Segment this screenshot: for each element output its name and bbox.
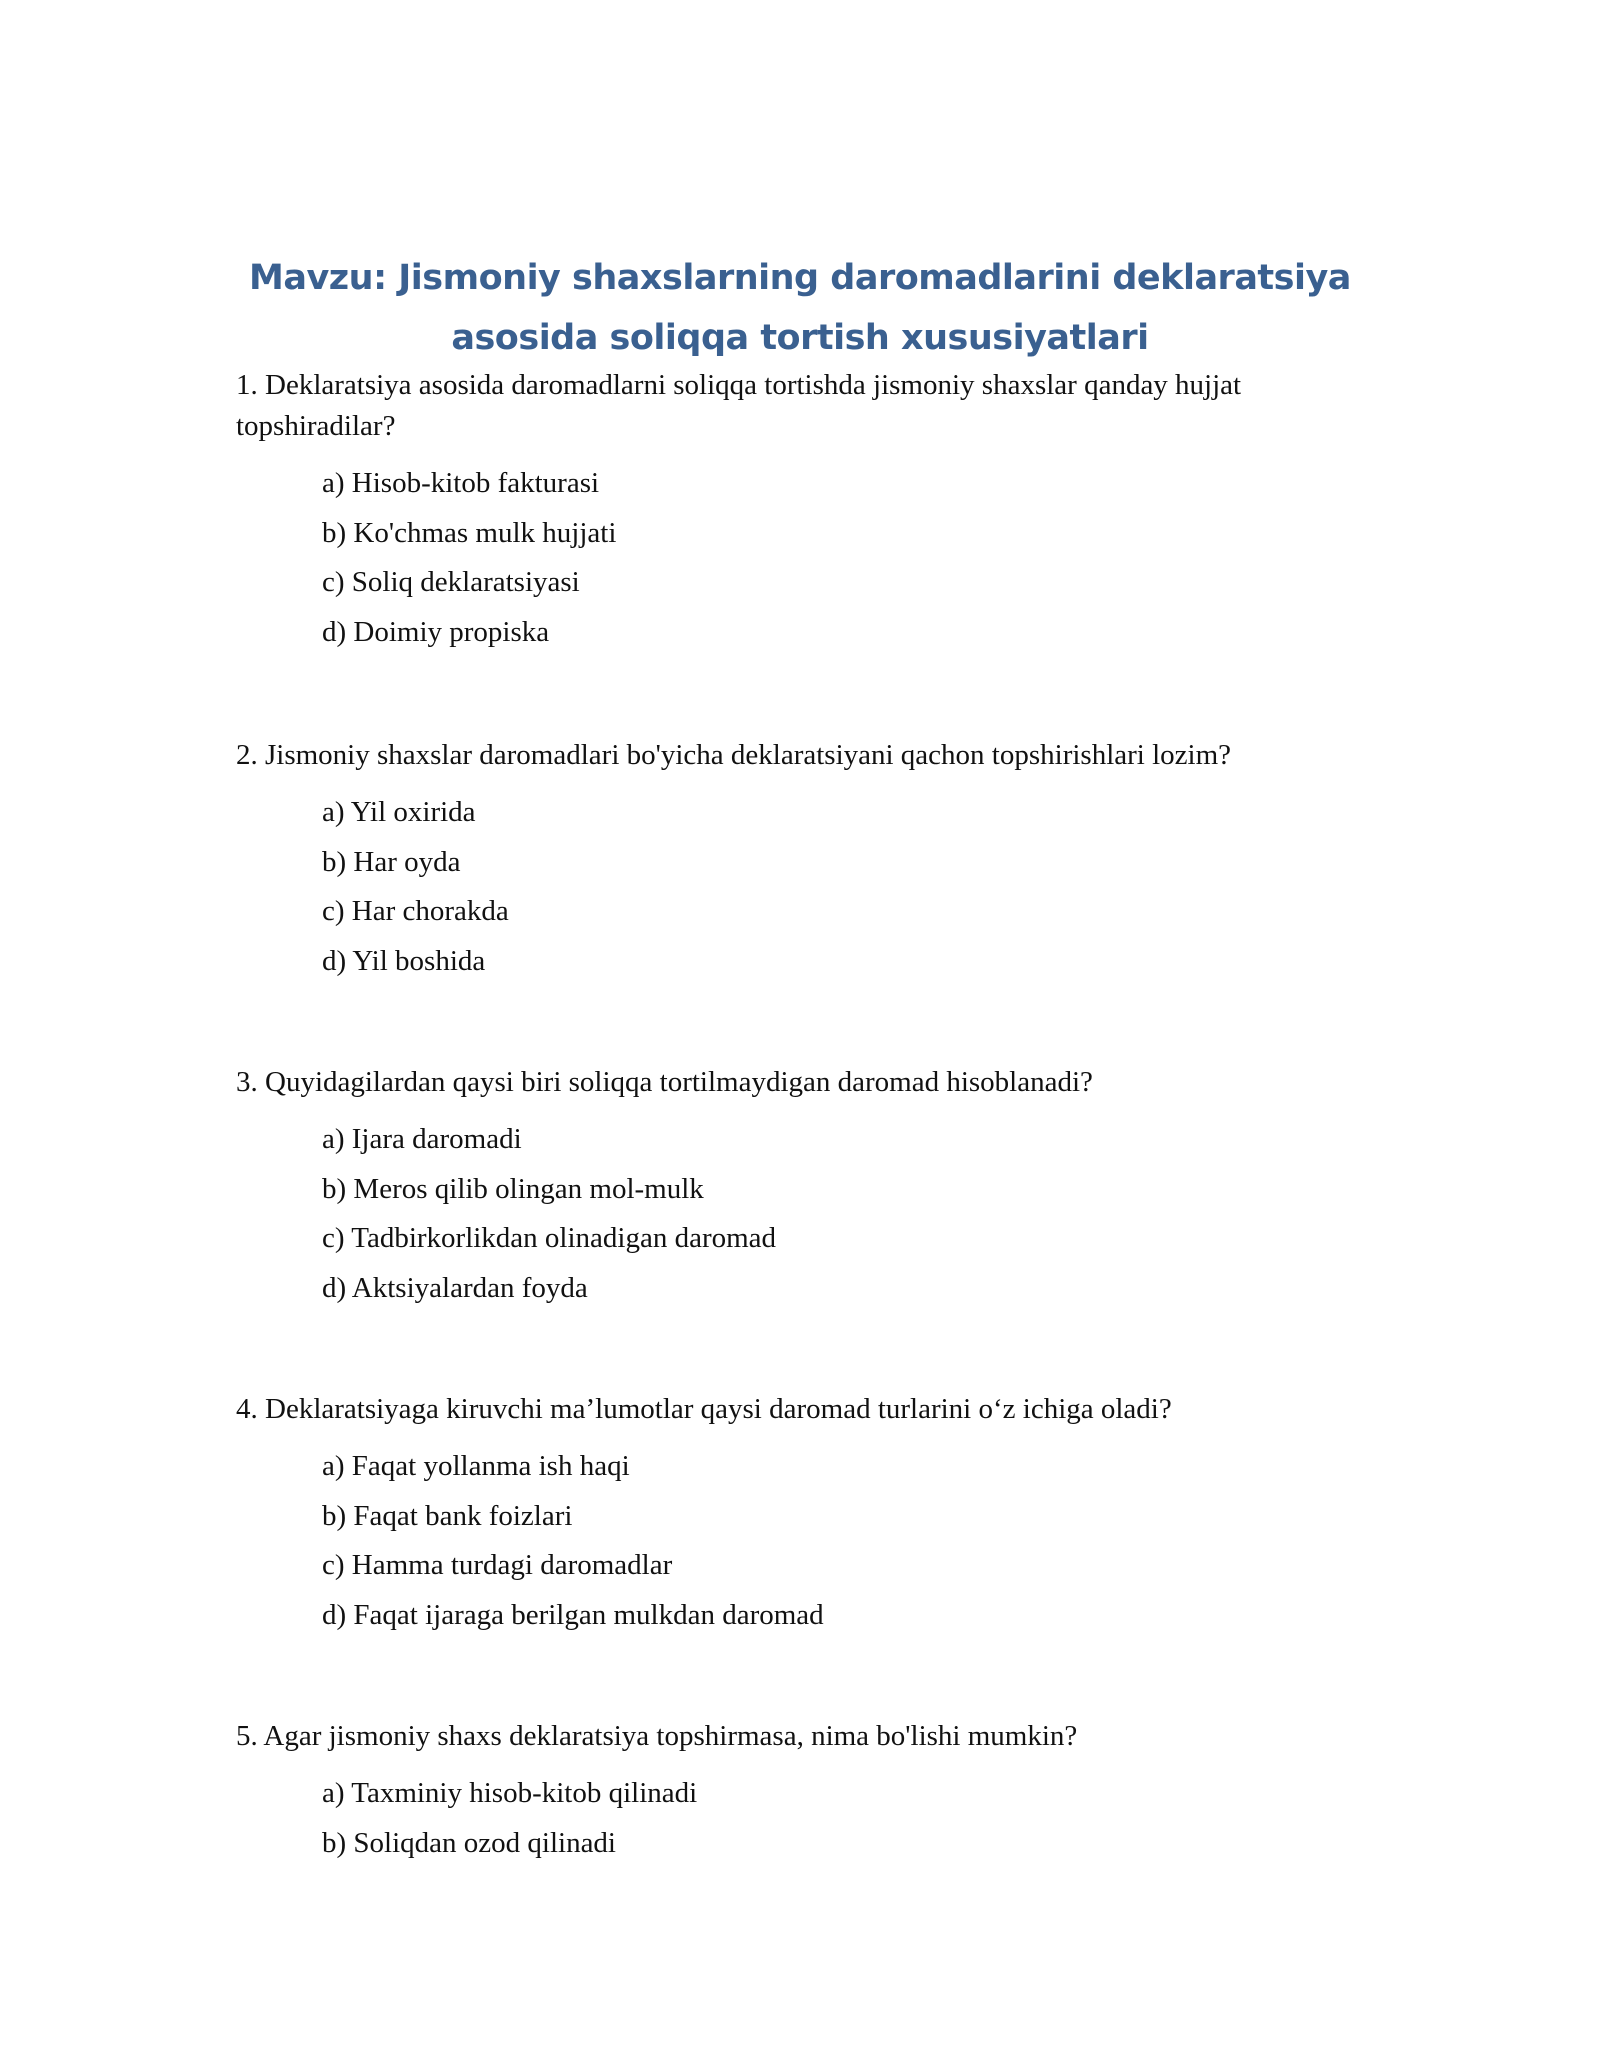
answer-option-a: a) Taxminiy hisob-kitob qilinadi [322,1777,698,1809]
question-block-4 [236,1389,1366,1640]
answer-option-a: a) Faqat yollanma ish haqi [322,1450,630,1482]
answer-option-d: d) Doimiy propiska [322,615,550,648]
answer-option-a: a) Hisob-kitob fakturasi [322,467,600,499]
question-text: 5. Agar jismoniy shaxs deklaratsiya topshirmasa, nima bo'lishi mumkin? [236,1720,1078,1752]
document-title [200,248,1400,368]
question-text: 4. Deklaratsiyaga kiruvchi ma’lumotlar qaysi daromad turlarini o‘z ichiga oladi? [236,1393,1172,1425]
answer-option-b: b) Soliqdan ozod qilinadi [322,1826,616,1859]
question-text: 3. Quyidagilardan qaysi biri soliqqa tortilmaydigan daromad hisoblanadi? [236,1066,1093,1098]
answer-option-b: b) Har oyda [322,845,461,878]
question-block-1 [236,365,1366,657]
question-text: 2. Jismoniy shaxslar daromadlari bo'yicha deklaratsiyani qachon topshirishlari lozim? [236,739,1232,771]
answer-options [322,1115,1366,1313]
title-line-2: asosida soliqqa tortish xususiyatlari [451,318,1149,358]
title-line-1: Mavzu: Jismoniy shaxslarning daromadlarini deklaratsiya [249,258,1351,298]
answer-option-a: a) Ijara daromadi [322,1123,522,1155]
answer-options [322,788,1366,986]
answer-options [322,1769,1366,1868]
question-block-3 [236,1062,1366,1313]
answer-option-a: a) Yil oxirida [322,796,476,828]
answer-options [322,1442,1366,1640]
question-block-5 [236,1716,1366,1868]
answer-options [322,459,1366,657]
question-block-2 [236,735,1366,986]
quiz-content [236,365,1366,1868]
question-text: 1. Deklaratsiya asosida daromadlarni soliqqa tortishda jismoniy shaxslar qanday hujjat topshiradilar? [236,369,1242,442]
answer-option-b: b) Ko'chmas mulk hujjati [322,516,617,549]
answer-option-d: d) Faqat ijaraga berilgan mulkdan daromad [322,1598,824,1631]
answer-option-c: c) Soliq deklaratsiyasi [322,566,580,598]
answer-option-c: c) Har chorakda [322,895,509,927]
answer-option-d: d) Aktsiyalardan foyda [322,1271,588,1304]
answer-option-c: c) Tadbirkorlikdan olinadigan daromad [322,1222,777,1254]
answer-option-c: c) Hamma turdagi daromadlar [322,1549,673,1581]
answer-option-b: b) Meros qilib olingan mol-mulk [322,1172,704,1205]
answer-option-b: b) Faqat bank foizlari [322,1499,573,1532]
answer-option-d: d) Yil boshida [322,944,486,977]
